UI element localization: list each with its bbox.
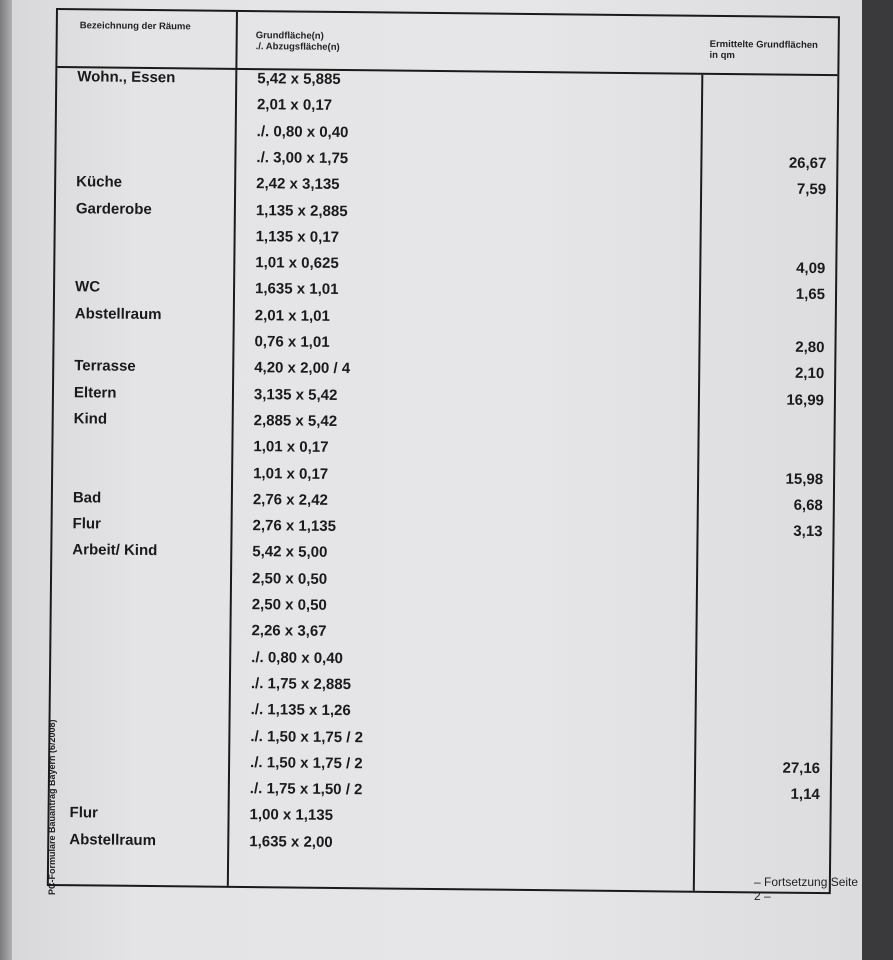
dimensions: 4,20 x 2,00 / 4	[254, 359, 351, 378]
area-result: 27,16	[782, 759, 821, 777]
dimensions: ./. 1,75 x 1,50 / 2	[249, 780, 363, 799]
dimensions: ./. 1,135 x 1,26	[250, 701, 351, 720]
room-name: Eltern	[73, 383, 117, 402]
area-result: 16,99	[786, 391, 825, 409]
dimensions: 1,01 x 0,625	[255, 254, 339, 273]
room-name: Abstellraum	[69, 830, 157, 849]
dimensions: ./. 1,75 x 2,885	[250, 674, 352, 694]
dimensions: 2,26 x 3,67	[251, 622, 327, 641]
header-room: Bezeichnung der Räume	[79, 20, 191, 33]
dimensions: 2,42 x 3,135	[256, 175, 340, 194]
area-result: 6,68	[793, 496, 823, 514]
room-name: Kind	[73, 410, 108, 428]
area-result: 3,13	[793, 522, 823, 541]
dimensions: 2,01 x 1,01	[254, 306, 330, 325]
area-result: 2,80	[795, 338, 825, 357]
dimensions: ./. 0,80 x 0,40	[251, 648, 344, 667]
room-name: Flur	[69, 804, 99, 822]
area-result: 15,98	[785, 470, 824, 488]
dimensions: 2,76 x 1,135	[252, 517, 337, 536]
dimensions: 2,01 x 0,17	[256, 96, 333, 115]
header-area: Grundfläche(n) ./. Abzugsfläche(n)	[255, 30, 340, 53]
dimensions: 1,00 x 1,135	[249, 806, 334, 825]
dimensions: 3,135 x 5,42	[253, 385, 338, 404]
dimensions: 2,50 x 0,50	[251, 569, 328, 588]
area-result: 26,67	[788, 154, 827, 172]
dimensions: 1,01 x 0,17	[253, 464, 329, 483]
dimensions: ./. 1,50 x 1,75 / 2	[250, 753, 363, 773]
dimensions: 5,42 x 5,00	[252, 543, 328, 562]
dimensions: 1,635 x 2,00	[249, 832, 333, 851]
dimensions: 1,635 x 1,01	[254, 280, 339, 299]
document-page	[12, 0, 862, 960]
header-result: Ermittelte Grundflächen in qm	[709, 38, 818, 62]
dimensions: 0,76 x 1,01	[254, 333, 330, 351]
area-result: 4,09	[796, 259, 826, 278]
dimensions: ./. 0,80 x 0,40	[256, 122, 349, 141]
side-label: PC-Formulare Bauantrag Bayern (6/2008)	[47, 719, 57, 895]
room-name: WC	[74, 278, 101, 296]
room-name: Küche	[76, 173, 123, 191]
room-name: Terrasse	[74, 357, 136, 376]
area-result: 1,65	[795, 286, 826, 304]
dimensions: 2,50 x 0,50	[251, 596, 327, 614]
dimensions: ./. 1,50 x 1,75 / 2	[250, 727, 364, 746]
room-name: Garderobe	[75, 199, 152, 218]
dimensions: ./. 3,00 x 1,75	[256, 148, 349, 167]
area-result: 7,59	[796, 180, 827, 199]
footer-continuation: – Fortsetzung Seite 2 –	[754, 875, 859, 903]
room-name: Flur	[72, 515, 102, 533]
room-name: Abstellraum	[74, 304, 162, 323]
dimensions: 1,135 x 0,17	[255, 227, 340, 246]
dimensions: 1,135 x 2,885	[255, 201, 348, 220]
room-name: Arbeit/ Kind	[72, 541, 158, 560]
area-result: 1,14	[790, 785, 820, 804]
room-name: Bad	[72, 489, 102, 507]
room-name: Wohn., Essen	[77, 68, 176, 87]
dimensions: 2,76 x 2,42	[252, 490, 329, 509]
dimensions: 2,885 x 5,42	[253, 411, 338, 430]
area-result: 2,10	[794, 365, 825, 383]
dimensions: 5,42 x 5,885	[257, 70, 341, 88]
dimensions: 1,01 x 0,17	[253, 438, 329, 457]
area-table	[47, 8, 840, 894]
